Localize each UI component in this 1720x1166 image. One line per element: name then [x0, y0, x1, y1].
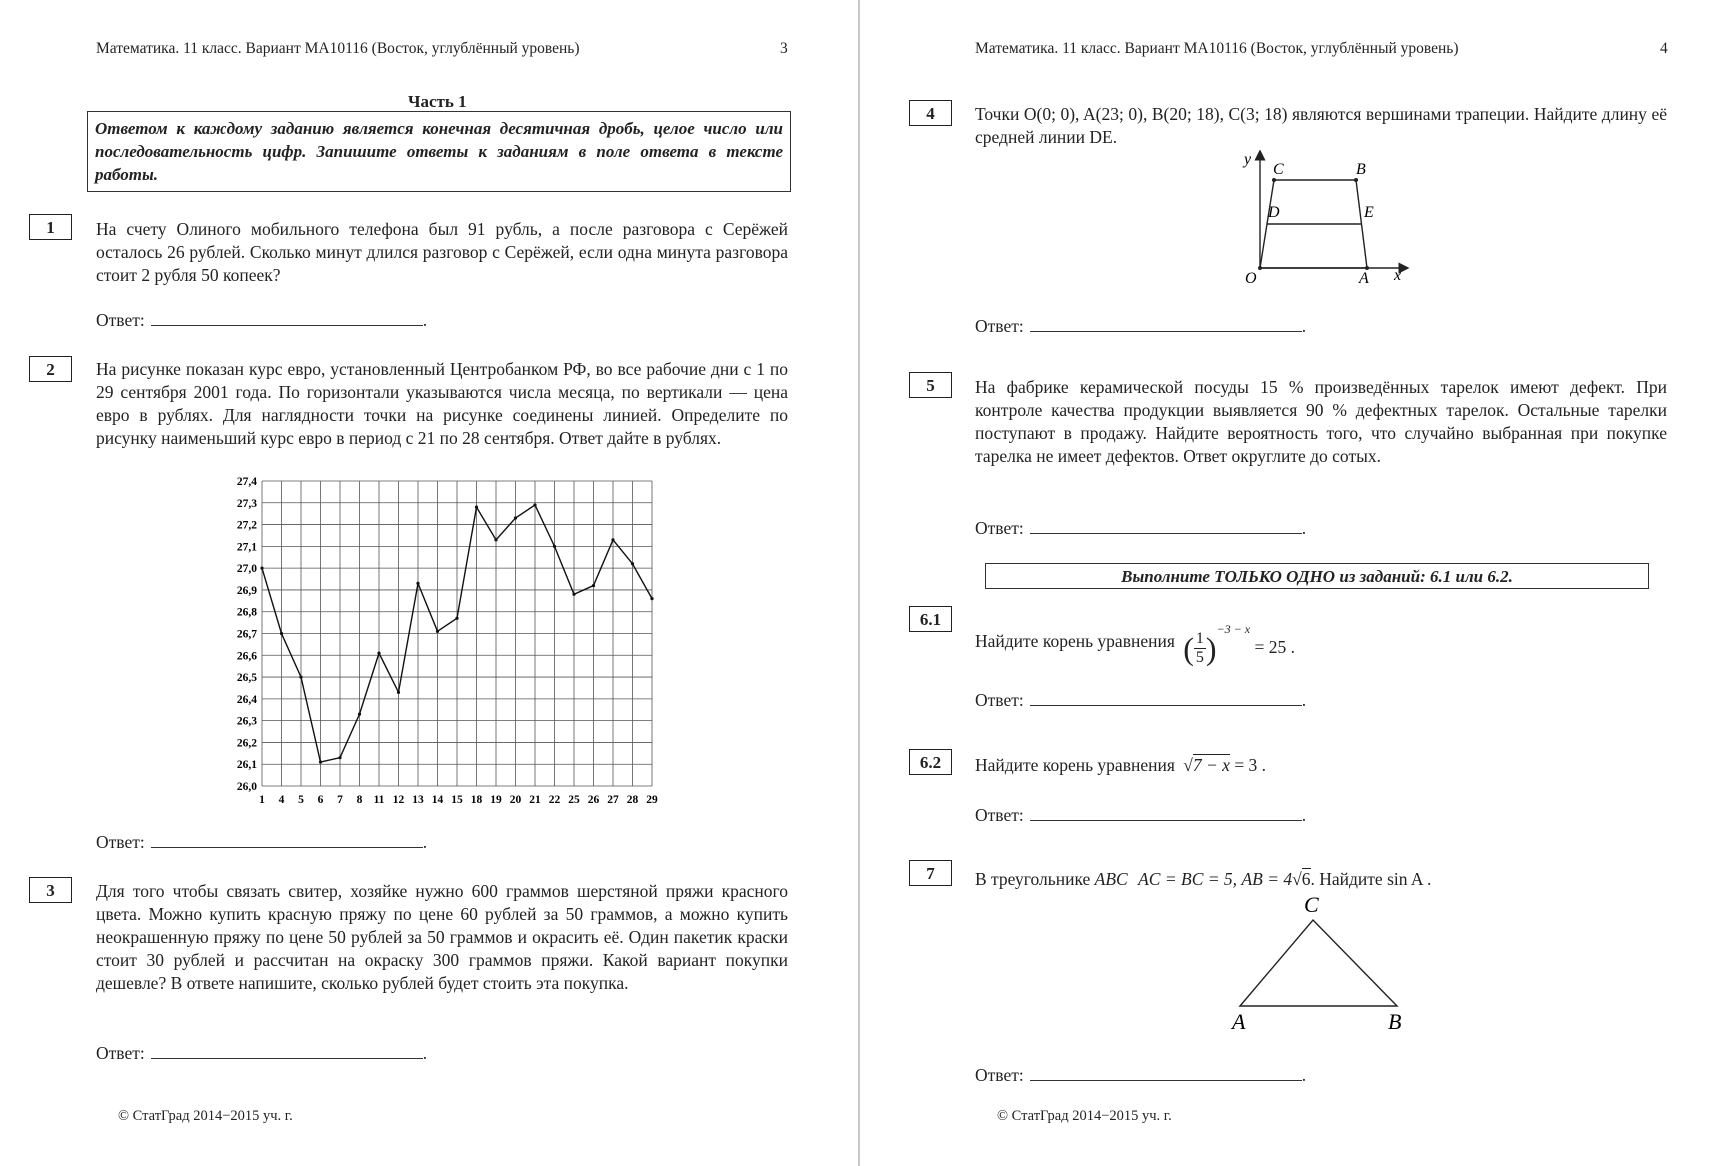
task-7-text: В треугольнике ABC AC = BC = 5, AB = 4√6. Найдите sin A .	[975, 869, 1432, 889]
task-2-text: На рисунке показан курс евро, установленный Центробанком РФ, во все рабочие дни с 1 по 29 сентября 2001 года. По горизонтали указываются числа месяца, по вертикали — цена евро в рублях. Для наглядности точки на рисунке соединены линией. Определите по рисунку наименьший курс евро в период с 21 по 28 сентября. Ответ дайте в рублях.	[96, 359, 788, 448]
y-tick-label: 26,3	[236, 715, 257, 728]
data-point	[377, 652, 380, 655]
x-tick-label: 5	[298, 794, 304, 806]
part-title: Часть 1	[408, 92, 467, 111]
triangle-figure	[1220, 892, 1420, 1037]
x-tick-label: 18	[470, 794, 483, 806]
x-tick-label: 19	[490, 794, 502, 806]
answer-label: Ответ:	[96, 1043, 145, 1063]
y-tick-label: 27,1	[236, 541, 257, 554]
label-a: A	[1359, 270, 1369, 285]
label-y: y	[1244, 151, 1252, 168]
right-page	[862, 0, 1720, 1166]
x-tick-label: 4	[278, 794, 285, 806]
x-tick-label: 13	[412, 794, 424, 806]
x-tick-label: 29	[646, 794, 658, 806]
x-tick-label: 22	[548, 794, 561, 806]
task-6-1-text	[975, 618, 1475, 667]
x-tick-label: 11	[373, 794, 385, 806]
page-footer: © СтатГрад 2014−2015 уч. г.	[997, 1108, 1172, 1124]
x-tick-label: 21	[529, 794, 541, 806]
equation-6-1: ( $\frac{1}{5}$ )$^{-3 - x}$ = 25 .	[1183, 622, 1295, 667]
data-point	[475, 506, 478, 509]
data-point	[650, 597, 653, 600]
answer-label: Ответ:	[975, 1065, 1024, 1085]
page-number: 3	[780, 40, 788, 57]
rhs-6-2: = 3 .	[1234, 755, 1267, 775]
answer-field-2[interactable]: Ответ: .	[96, 832, 428, 852]
data-point	[494, 538, 497, 541]
data-point	[533, 503, 536, 506]
y-tick-label: 26,6	[236, 650, 257, 663]
answer-label: Ответ:	[975, 518, 1024, 538]
task-number-1: 1	[29, 214, 72, 240]
y-tick-label: 27,2	[236, 519, 257, 532]
triangle-name: ABC	[1094, 869, 1128, 889]
label-c: C	[1304, 892, 1319, 917]
x-tick-label: 12	[392, 794, 405, 806]
y-tick-label: 26,4	[236, 693, 257, 706]
frac-numerator: 1	[1195, 630, 1204, 648]
answer-field-7[interactable]: Ответ: .	[975, 1065, 1307, 1085]
answer-field-5[interactable]: Ответ: .	[975, 518, 1307, 538]
task-7-question: . Найдите sin A .	[1310, 869, 1432, 889]
task-7-prompt: В треугольнике	[975, 869, 1091, 889]
y-tick-label: 26,7	[236, 628, 257, 641]
y-tick-label: 27,0	[236, 563, 257, 576]
label-b: B	[1388, 1009, 1402, 1034]
task-6-2-text	[975, 754, 1475, 777]
task-number-6-2: 6.2	[909, 749, 952, 775]
data-point	[572, 593, 575, 596]
y-tick-label: 27,4	[236, 476, 257, 488]
answer-field-6-1[interactable]: Ответ: .	[975, 690, 1307, 710]
data-point	[338, 756, 341, 759]
data-point	[416, 582, 419, 585]
y-tick-label: 26,0	[236, 781, 257, 793]
radicand: 7 − x	[1192, 755, 1230, 775]
y-tick-label: 26,2	[236, 737, 257, 750]
task-6-1-prompt: Найдите корень уравнения	[975, 630, 1175, 651]
rhs-6-1: = 25 .	[1254, 637, 1295, 657]
data-point	[280, 632, 283, 635]
label-o: O	[1245, 270, 1257, 285]
page-header: Математика. 11 класс. Вариант МА10116 (Восток, углублённый уровень)	[975, 40, 1459, 57]
x-tick-label: 20	[509, 794, 522, 806]
data-point	[358, 713, 361, 716]
x-tick-label: 15	[451, 794, 463, 806]
triangle-abc	[1240, 920, 1397, 1006]
x-tick-label: 14	[431, 794, 444, 806]
equation-6-2: √7 − x = 3 .	[1183, 755, 1267, 775]
data-point	[631, 562, 634, 565]
label-a: A	[1232, 1009, 1246, 1034]
data-point	[260, 567, 263, 570]
trapezoid-figure	[1232, 150, 1412, 285]
task-6-2-prompt: Найдите корень уравнения	[975, 755, 1175, 775]
y-tick-label: 26,9	[236, 584, 257, 597]
task-4-text: Точки O(0; 0), A(23; 0), B(20; 18), C(3; 18) являются вершинами трапеции. Найдите длину её средней линии DE.	[975, 104, 1667, 147]
euro-rate-chart	[212, 474, 664, 816]
y-tick-label: 26,1	[236, 759, 257, 772]
condition-ac-bc: AC = BC = 5,	[1138, 869, 1238, 889]
answer-field-3[interactable]: Ответ: .	[96, 1043, 428, 1063]
data-point	[397, 691, 400, 694]
data-point	[611, 538, 614, 541]
sqrt-argument: 6	[1301, 869, 1311, 889]
answer-label: Ответ:	[975, 316, 1024, 336]
data-point	[319, 760, 322, 763]
task-number-4: 4	[909, 100, 952, 126]
label-c: C	[1273, 161, 1284, 178]
data-point	[514, 516, 517, 519]
task-number-6-1: 6.1	[909, 606, 952, 632]
x-tick-label: 28	[626, 794, 639, 806]
data-point	[553, 545, 556, 548]
label-x: x	[1394, 267, 1402, 284]
answer-field-4[interactable]: Ответ: .	[975, 316, 1307, 336]
y-tick-label: 26,8	[236, 606, 257, 619]
x-tick-label: 26	[587, 794, 600, 806]
x-tick-label: 1	[259, 794, 265, 806]
data-point	[436, 630, 439, 633]
label-d: D	[1268, 204, 1280, 221]
task-3-text: Для того чтобы связать свитер, хозяйке нужно 600 граммов шерстяной пряжи красного цвета. Можно купить красную пряжу по цене 60 рублей за 50 граммов, а можно купить неокрашенную пряжу по цене 50 рублей за 50 граммов и окрасить её. Один пакетик краски стоит 30 рублей и рассчитан на окраску 300 граммов пряжи. Какой вариант покупки дешевле? В ответе напишите, сколько рублей будет стоить эта покупка.	[96, 881, 788, 993]
data-point	[592, 584, 595, 587]
x-tick-label: 8	[356, 794, 363, 806]
task-5-text: На фабрике керамической посуды 15 % произведённых тарелок имеют дефект. При контроле качества продукции выявляется 90 % дефектных тарелок. Остальные тарелки поступают в продажу. Найдите вероятность того, что случайно выбранная при покупке тарелка не имеет дефектов. Ответ округлите до сотых.	[975, 377, 1667, 466]
label-e: E	[1364, 204, 1374, 221]
answer-field-1[interactable]: Ответ: .	[96, 310, 428, 330]
x-tick-label: 27	[607, 794, 619, 806]
y-tick-label: 27,3	[236, 497, 257, 510]
answer-label: Ответ:	[975, 690, 1024, 710]
page-divider	[858, 0, 860, 1166]
x-tick-label: 25	[568, 794, 580, 806]
answer-label: Ответ:	[96, 832, 145, 852]
task-number-3: 3	[29, 877, 72, 903]
answer-field-6-2[interactable]: Ответ: .	[975, 805, 1307, 825]
x-tick-label: 7	[337, 794, 343, 806]
page-footer: © СтатГрад 2014−2015 уч. г.	[118, 1108, 293, 1124]
exponent: −3 − x	[1216, 622, 1251, 636]
left-page	[0, 0, 858, 1166]
y-tick-label: 26,5	[236, 672, 257, 685]
task-number-7: 7	[909, 860, 952, 886]
frac-denominator: 5	[1195, 649, 1204, 667]
condition-ab: AB = 4	[1241, 869, 1293, 889]
answer-label: Ответ:	[96, 310, 145, 330]
answer-label: Ответ:	[975, 805, 1024, 825]
page-number: 4	[1660, 40, 1668, 57]
data-point	[299, 675, 302, 678]
instruction-box: Ответом к каждому заданию является конечная десятичная дробь, целое число или последовательность цифр. Запишите ответы к заданиям в поле ответа в тексте работы.	[87, 111, 791, 192]
data-point	[455, 617, 458, 620]
choice-instruction-box: Выполните ТОЛЬКО ОДНО из заданий: 6.1 или 6.2.	[985, 563, 1649, 589]
task-number-2: 2	[29, 356, 72, 382]
label-b: B	[1356, 161, 1366, 178]
page-header: Математика. 11 класс. Вариант МА10116 (Восток, углублённый уровень)	[96, 40, 580, 57]
task-number-5: 5	[909, 372, 952, 398]
x-tick-label: 6	[317, 794, 324, 806]
task-1-text: На счету Олиного мобильного телефона был 91 рубль, а после разговора с Серёжей осталось 26 рублей. Сколько минут длился разговор с Серёжей, если одна минута разговора стоит 2 рубля 50 копеек?	[96, 219, 788, 285]
